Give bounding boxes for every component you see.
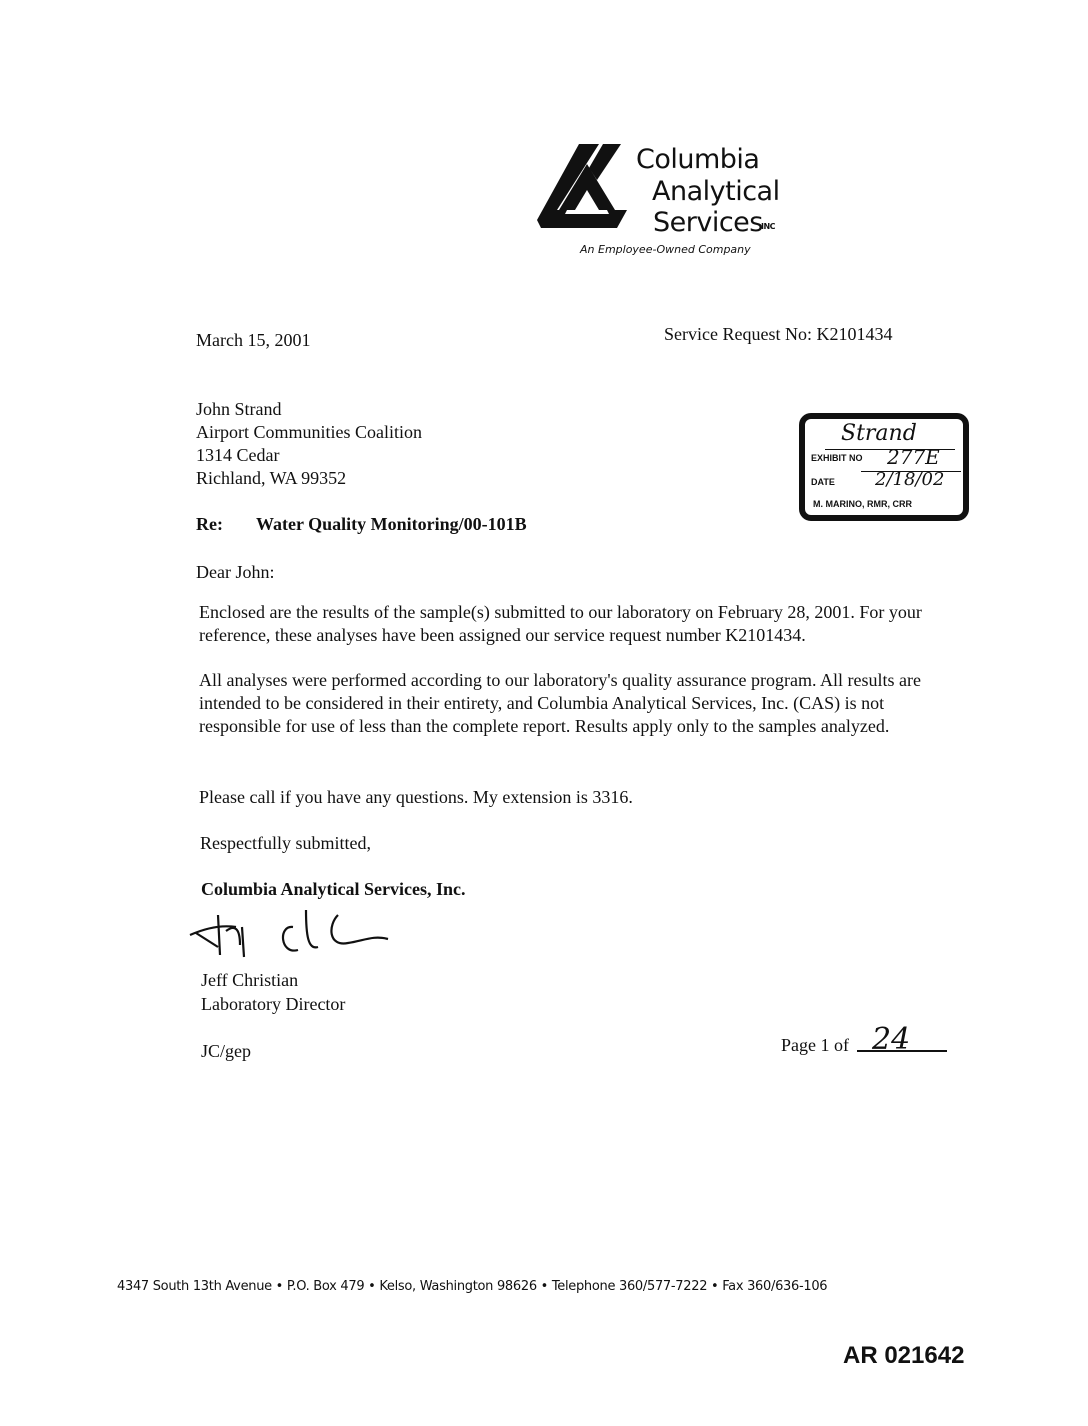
recipient-name: John Strand [196, 399, 282, 419]
stamp-exhibit-number: 277E [887, 445, 940, 469]
footer-address: 4347 South 13th Avenue • P.O. Box 479 • Kelso, Washington 98626 • Telephone 360/577-7222 • Fax 360/636-106 [117, 1279, 828, 1294]
signer-name: Jeff Christian [201, 970, 299, 990]
recipient-street: 1314 Cedar [196, 445, 280, 465]
closing: Respectfully submitted, [200, 833, 371, 853]
stamp-reporter: M. MARINO, RMR, CRR [813, 499, 912, 509]
logo-inc-mark: INC [761, 222, 776, 231]
re-subject: Water Quality Monitoring/00-101B [256, 514, 527, 534]
page-label: Page 1 of [781, 1035, 849, 1055]
letter-date: March 15, 2001 [196, 330, 311, 350]
body-paragraph-1: Enclosed are the results of the sample(s) submitted to our laboratory on February 28, 2001. For your reference, these analyses have been assigned our service request number K2101434. [199, 602, 922, 645]
company-logo-icon [537, 140, 637, 240]
salutation: Dear John: [196, 562, 275, 582]
stamp-name: Strand [841, 421, 917, 446]
page-total: 24 [872, 1022, 911, 1057]
stamp-exhibit-label: EXHIBIT NO [811, 453, 863, 463]
service-request-number: Service Request No: K2101434 [664, 324, 893, 344]
recipient-city: Richland, WA 99352 [196, 468, 347, 488]
body-paragraph-3: Please call if you have any questions. My extension is 3316. [199, 787, 633, 807]
logo-company-line1: Columbia [636, 144, 760, 175]
recipient-organization: Airport Communities Coalition [196, 422, 422, 442]
logo-company-line2: Analytical [652, 176, 780, 207]
typist-initials: JC/gep [201, 1041, 252, 1061]
stamp-date: 2/18/02 [875, 469, 945, 490]
logo-tagline: An Employee-Owned Company [580, 243, 751, 256]
re-label: Re: [196, 514, 223, 534]
body-paragraph-2: All analyses were performed according to our laboratory's quality assurance program. All results are intended to be considered in their entirety, and Columbia Analytical Services, Inc. (CAS) is not responsible for use of less than the complete report. Results apply only to the samples analyzed. [199, 670, 921, 736]
signature-company: Columbia Analytical Services, Inc. [201, 879, 466, 899]
stamp-date-label: DATE [811, 477, 835, 487]
signature-icon [188, 905, 398, 960]
logo-company-line3: Services [653, 207, 763, 238]
document-id: AR 021642 [843, 1342, 965, 1369]
exhibit-stamp [799, 413, 969, 521]
signer-title: Laboratory Director [201, 994, 346, 1014]
